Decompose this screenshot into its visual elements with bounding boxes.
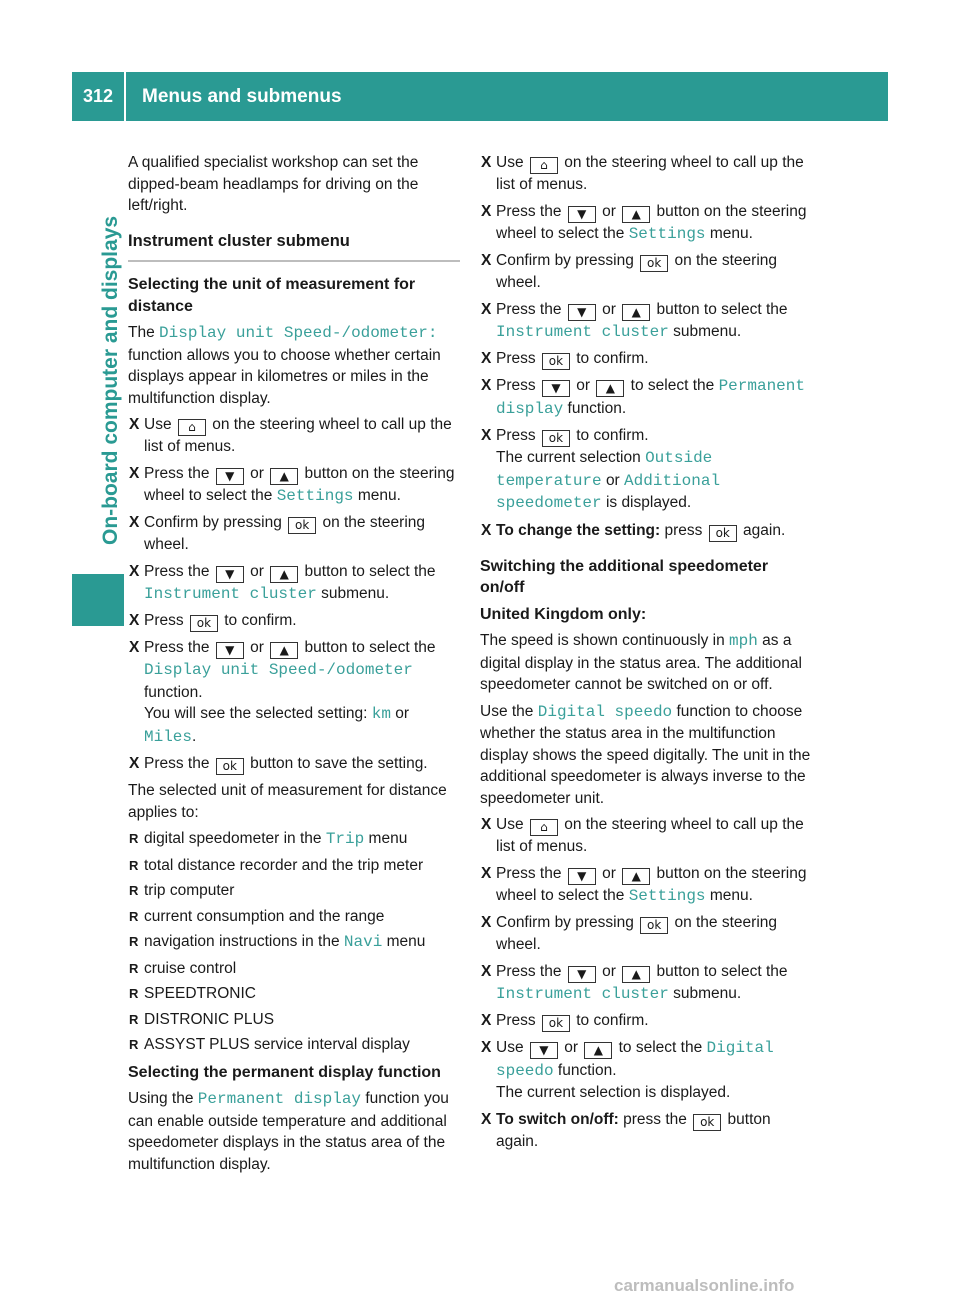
up-arrow-icon: ▲ [622, 206, 650, 223]
ok-key-icon: ok [190, 615, 218, 632]
step: X Use ▼ or ▲ to select the Digital speedo function. The current selection is displayed. [480, 1037, 816, 1104]
up-arrow-icon: ▲ [622, 304, 650, 321]
uk-paragraph: The speed is shown continuously in mph as a digital display in the status area. The additional speedometer cannot be switched on or off. [480, 632, 802, 693]
right-column [480, 152, 816, 1157]
step: X To change the setting: press ok again. [480, 520, 816, 542]
down-arrow-icon: ▼ [216, 468, 244, 485]
section-side-title: On-board computer and displays [99, 215, 122, 545]
step: X Press ▼ or ▲ to select the Permanent display function. [480, 375, 816, 420]
step: X Press ok to confirm. [128, 610, 460, 632]
step: X Press the ▼ or ▲ button to select the Instrument cluster submenu. [128, 561, 460, 606]
up-arrow-icon: ▲ [270, 566, 298, 583]
applies-paragraph: The selected unit of measurement for distance applies to: [128, 782, 447, 821]
section-heading: Instrument cluster submenu [128, 231, 460, 263]
step: X Press the ▼ or ▲ button to select the Instrument cluster submenu. [480, 299, 816, 344]
permanent-paragraph: Using the Permanent display function you can enable outside temperature and additional speedometer displays in the status area of the multifunction display. [128, 1090, 449, 1173]
permanent-heading: Selecting the permanent display function [128, 1063, 441, 1081]
section-marker [72, 574, 124, 626]
step: X Confirm by pressing ok on the steering wheel. [480, 912, 816, 956]
switching-heading: Switching the additional speedometer on/off [480, 557, 769, 596]
step: X Press ok to confirm. The current selection Outside temperature or Additional speedometer is displayed. [480, 425, 816, 515]
ok-key-icon: ok [693, 1114, 721, 1131]
ok-key-icon: ok [542, 430, 570, 447]
unit-heading: Selecting the unit of measurement for distance [128, 276, 416, 315]
up-arrow-icon: ▲ [584, 1042, 612, 1059]
ok-key-icon: ok [542, 353, 570, 370]
down-arrow-icon: ▼ [568, 304, 596, 321]
step: X Use ⌂ on the steering wheel to call up the list of menus. [128, 414, 460, 458]
bullet-item: R total distance recorder and the trip meter [128, 855, 460, 877]
home-icon: ⌂ [530, 819, 558, 836]
ok-key-icon: ok [288, 517, 316, 534]
step: X Press the ▼ or ▲ button to select the Instrument cluster submenu. [480, 961, 816, 1006]
down-arrow-icon: ▼ [216, 642, 244, 659]
step: X Confirm by pressing ok on the steering wheel. [480, 250, 816, 294]
home-icon: ⌂ [178, 419, 206, 436]
down-arrow-icon: ▼ [530, 1042, 558, 1059]
step: X Press ok to confirm. [480, 1010, 816, 1032]
menu-display-unit: Display unit Speed-/odometer: [159, 324, 438, 342]
up-arrow-icon: ▲ [270, 468, 298, 485]
up-arrow-icon: ▲ [622, 868, 650, 885]
down-arrow-icon: ▼ [568, 966, 596, 983]
bullet-item: R navigation instructions in the Navi menu [128, 931, 460, 954]
bullet-item: R current consumption and the range [128, 906, 460, 928]
up-arrow-icon: ▲ [622, 966, 650, 983]
down-arrow-icon: ▼ [542, 380, 570, 397]
ok-key-icon: ok [542, 1015, 570, 1032]
step: X Use ⌂ on the steering wheel to call up the list of menus. [480, 152, 816, 196]
header-divider [124, 72, 126, 121]
down-arrow-icon: ▼ [216, 566, 244, 583]
step: X Press the ok button to save the setting. [128, 753, 460, 775]
step: X Press ok to confirm. [480, 348, 816, 370]
page-number: 312 [82, 86, 114, 106]
ok-key-icon: ok [709, 525, 737, 542]
bullet-item: R DISTRONIC PLUS [128, 1009, 460, 1031]
unit-paragraph: The Display unit Speed-/odometer: function allows you to choose whether certain displays appear in kilometres or miles in the multifunction display. [128, 324, 441, 407]
step: X Confirm by pressing ok on the steering wheel. [128, 512, 460, 556]
digital-speedo-paragraph: Use the Digital speedo function to choose whether the status area in the multifunction display shows the speed digitally. The unit in the additional speedometer is always inverse to the speedometer unit. [480, 702, 811, 807]
left-column [128, 152, 460, 1180]
watermark: carmanualsonline.info [614, 1276, 795, 1295]
step: X Press the ▼ or ▲ button on the steering wheel to select the Settings menu. [480, 863, 816, 908]
up-arrow-icon: ▲ [596, 380, 624, 397]
bullet-item: R SPEEDTRONIC [128, 983, 460, 1005]
ok-key-icon: ok [216, 758, 244, 775]
uk-heading: United Kingdom only: [480, 605, 647, 623]
ok-key-icon: ok [640, 255, 668, 272]
bullet-item: R cruise control [128, 958, 460, 980]
up-arrow-icon: ▲ [270, 642, 298, 659]
down-arrow-icon: ▼ [568, 868, 596, 885]
applies-list [128, 828, 460, 1056]
intro-paragraph: A qualified specialist workshop can set the dipped-beam headlamps for driving on the left/right. [128, 154, 419, 214]
chapter-title: Menus and submenus [142, 85, 342, 107]
step: X Press the ▼ or ▲ button to select the Display unit Speed-/odometer function. You will see the selected setting: km or Miles. [128, 637, 460, 748]
step: X Press the ▼ or ▲ button on the steering wheel to select the Settings menu. [480, 201, 816, 246]
bullet-item: R digital speedometer in the Trip menu [128, 828, 460, 851]
bullet-item: R trip computer [128, 880, 460, 902]
step: X Use ⌂ on the steering wheel to call up the list of menus. [480, 814, 816, 858]
step: X To switch on/off: press the ok button again. [480, 1109, 816, 1153]
bullet-item: R ASSYST PLUS service interval display [128, 1034, 460, 1056]
step: X Press the ▼ or ▲ button on the steering wheel to select the Settings menu. [128, 463, 460, 508]
ok-key-icon: ok [640, 917, 668, 934]
down-arrow-icon: ▼ [568, 206, 596, 223]
home-icon: ⌂ [530, 157, 558, 174]
